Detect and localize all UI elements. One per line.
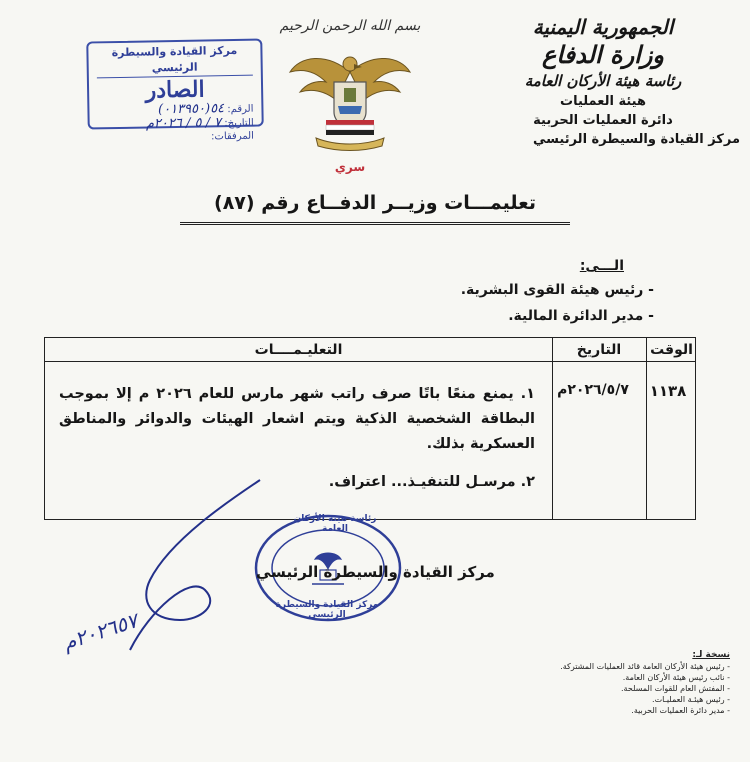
handwritten-number: ٢٠٢٦٥٧م xyxy=(60,608,141,655)
instruction-item: ٢. مرسـل للتنفيـذ... اعتراف. xyxy=(328,474,535,490)
time-value: ١١٣٨ xyxy=(649,382,687,400)
seal-top-text: رئاسة هيئة الأركان العامة xyxy=(293,514,377,534)
outgoing-stamp xyxy=(86,38,264,143)
stamp-number-value: ٥٤(٠١٣٩٥٠) xyxy=(157,101,225,118)
header-date: التاريخ xyxy=(576,342,622,358)
copy-item: - نائب رئيس هيئة الأركان العامة. xyxy=(540,672,730,683)
stamp-attachments: المرفقات: xyxy=(211,130,255,143)
stamp-date-label: التاريخ: xyxy=(224,117,254,130)
classification-label: سري xyxy=(334,160,366,174)
republic-name: الجمهورية اليمنية xyxy=(532,15,674,39)
instruction-item: ١. يمنع منعًا باتًا صرف راتب شهر مارس للعام ٢٠٢٦ م إلا بموجب البطاقة الشخصية الذكية ويتم اشعار الهيئات والدوائر والمناطق العسكرية بذلك. xyxy=(59,386,535,452)
copy-item: - المفتش العام للقوات المسلحة. xyxy=(540,683,730,694)
command-center-name: مركز القيادة والسيطرة الرئيسي xyxy=(533,132,740,147)
stamp-number-label: الرقم: xyxy=(227,103,254,116)
header-time: الوقت xyxy=(650,342,693,358)
recipient-item: - رئيس هيئة القوى البشرية. xyxy=(460,282,654,298)
copies-title: نسخة لـ: xyxy=(692,650,730,660)
signature-text: مركز القيادة والسيطرة الرئيسي xyxy=(256,563,495,581)
stamp-org: مركز القيادة والسيطرة الرئيسي xyxy=(96,43,253,79)
document-title: تعليمـــات وزيــر الدفــاع رقم (٨٧) xyxy=(214,192,536,214)
war-ops-name: دائرة العمليات الحربية xyxy=(533,113,673,128)
recipients-label: الـــى: xyxy=(579,258,624,274)
column-divider xyxy=(552,338,553,519)
operations-name: هيئة العمليات xyxy=(560,94,646,109)
recipient-item: - مدير الدائرة المالية. xyxy=(508,308,654,324)
copy-item: - رئيس هيئة الأركان العامة قائد العمليات المشتركة. xyxy=(540,661,730,672)
header-instructions: التعليـمــــات xyxy=(254,342,343,358)
letterhead xyxy=(478,14,740,149)
staff-name: رئاسة هيئة الأركان العامة xyxy=(524,72,682,90)
stamp-word: الصادر xyxy=(145,76,205,104)
copies-list xyxy=(540,650,730,716)
seal-bottom-text: مركز القيادة والسيطرة الرئيسي xyxy=(275,600,379,620)
copy-item: - رئيس هيئـة العمليـات. xyxy=(540,694,730,705)
yemen-eagle-emblem-icon xyxy=(286,42,414,154)
date-value: ٢٠٢٦/٥/٧م xyxy=(557,382,629,398)
copy-item: - مدير دائرة العمليات الحربية. xyxy=(540,705,730,716)
title-underline xyxy=(180,222,570,225)
stamp-date-value: ٧ / ٥ / ٢٠٢٦م xyxy=(145,115,222,132)
basmala: بسم الله الرحمن الرحيم xyxy=(279,18,421,34)
ministry-name: وزارة الدفاع xyxy=(541,40,665,69)
column-divider xyxy=(646,338,647,519)
